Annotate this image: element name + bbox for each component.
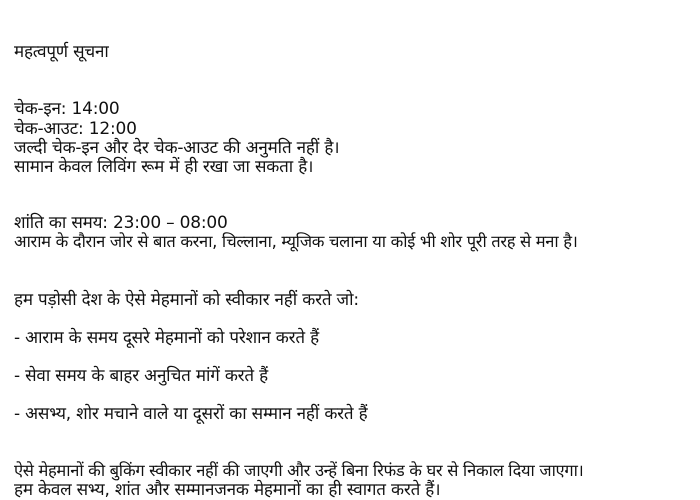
closing-line: ऐसे मेहमानों की बुकिंग स्वीकार नहीं की जाएगी और उन्हें बिना रिफंड के घर से निकाल दिया जाएगा।: [14, 461, 584, 480]
condition-item: - सेवा समय के बाहर अनुचित मांगें करते हैं: [14, 366, 268, 386]
condition-item: - आराम के समय दूसरे मेहमानों को परेशान करते हैं: [14, 328, 319, 348]
notice-title: महत्वपूर्ण सूचना: [14, 42, 109, 62]
condition-item: - असभ्य, शोर मचाने वाले या दूसरों का सम्मान नहीं करते हैं: [14, 404, 368, 424]
closing-line: हम केवल सभ्य, शांत और सम्मानजनक मेहमानों का ही स्वागत करते हैं।: [14, 480, 441, 500]
quiet-hours: शांति का समय: 23:00 – 08:00: [14, 213, 228, 233]
checkin-time: चेक-इन: 14:00: [14, 99, 120, 119]
no-accept-intro: हम पड़ोसी देश के ऐसे मेहमानों को स्वीकार नहीं करते जो:: [14, 290, 359, 310]
checkout-time: चेक-आउट: 12:00: [14, 119, 137, 139]
early-late-rule: जल्दी चेक-इन और देर चेक-आउट की अनुमति नहीं है।: [14, 138, 340, 158]
luggage-rule: सामान केवल लिविंग रूम में ही रखा जा सकता है।: [14, 157, 314, 177]
quiet-rule: आराम के दौरान जोर से बात करना, चिल्लाना, म्यूजिक चलाना या कोई भी शोर पूरी तरह से मना है।: [14, 232, 578, 251]
